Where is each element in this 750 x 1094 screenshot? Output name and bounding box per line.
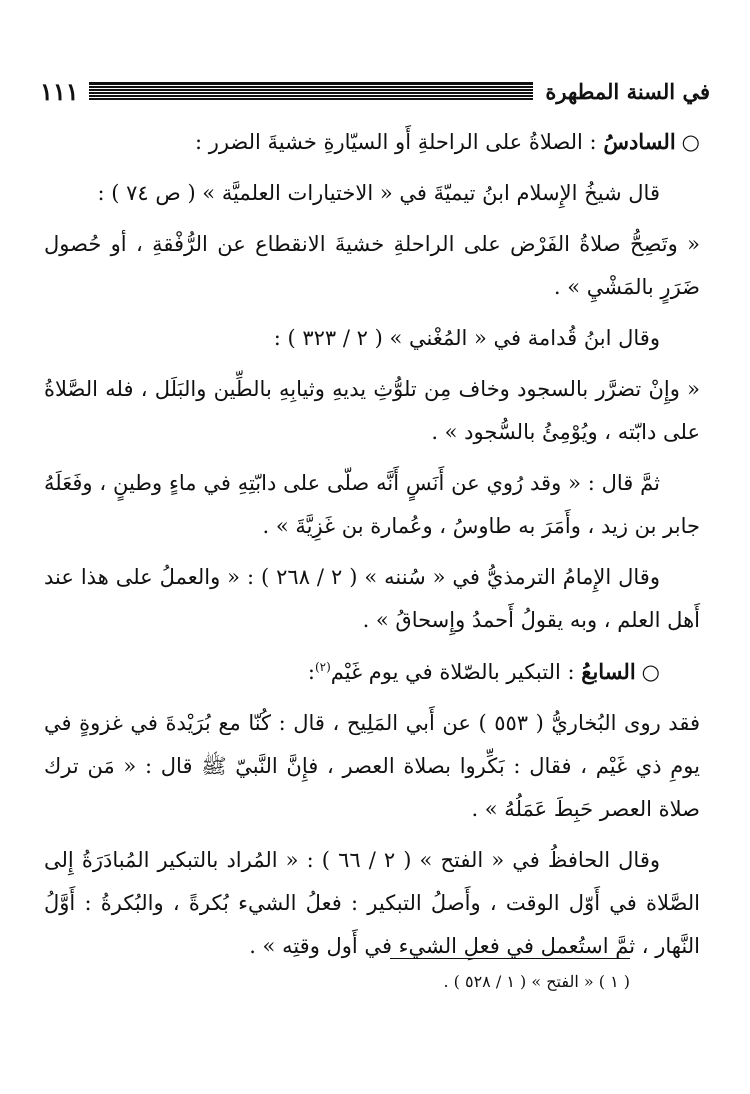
section-name: السابعُ [581,659,636,684]
section-title-text: : التبكير بالصّلاة في يوم غَيْم [330,660,575,684]
paragraph: فقد روى البُخاريُّ ( ٥٥٣ ) عن أَبي المَلِيح ، قال : كُنّا مع بُرَيْدةَ في غزوةٍ في يومِ ذي غَيْم ، فقال : بَكِّروا بصلاة العصر ، فإِنَّ النَّبيّ ﷺ قال : « مَن ترك صلاة العصر حَبِطَ عَمَلُهُ » . [44,711,700,821]
section-title-end: : [307,660,315,684]
circle-bullet-icon: ○ [681,129,700,154]
paragraph: وقال ابنُ قُدامة في « المُغْني » ( ٢ / ٣٢٣ ) : [273,326,660,350]
footnote: ( ١ ) « الفتح » ( ١ / ٥٢٨ ) . [443,972,630,991]
running-title: في السنة المطهرة [545,78,710,104]
circle-bullet-icon: ○ [641,659,660,684]
quote-paragraph: « وتَصِحُّ صلاةُ الفَرْض على الراحلةِ خشيةَ الانقطاع عن الرُّفْقةِ ، أو حُصول ضَرَرٍ بالمَشْيِ » . [44,232,700,299]
quote-paragraph: « وإِنْ تضرَّر بالسجود وخاف مِن تلوُّثِ يديهِ وثيابِهِ بالطِّين والبَلَل ، فله الصَّلاةُ على دابّته ، ويُوْمِئُ بالسُّجود » . [44,377,700,444]
paragraph: ثمَّ قال : « وقد رُوي عن أَنَسٍ أَنَّه صلّى على دابّتِهِ في ماءٍ وطينٍ ، وفَعَلَهُ جابر بن زيد ، وأَمَرَ به طاوسُ ، وعُمارة بن غَزِيَّةَ » . [44,471,700,538]
page-header [40,74,710,108]
section-name: السادسُ [603,129,676,154]
section-title-text: : الصلاةُ على الراحلةِ أَو السيّارةِ خشيةَ الضرر : [194,130,597,154]
paragraph: قال شيخُ الإِسلام ابنُ تيميّةَ في « الاختيارات العلميَّة » ( ص ٧٤ ) : [97,181,660,205]
page-body [44,120,700,976]
paragraph: وقال الإِمامُ الترمذيُّ في « سُننه » ( ٢ / ٢٦٨ ) : « والعملُ على هذا عند أَهل العلم ، وبه يقولُ أَحمدُ وإِسحاقُ » . [44,565,700,632]
footnote-reference: (٢) [314,660,331,674]
footnote-rule [390,958,630,959]
section-heading-seventh [44,650,700,694]
page-number: ١١١ [40,76,79,106]
section-heading-sixth [44,120,700,164]
header-rule [89,82,534,100]
paragraph: وقال الحافظُ في « الفتح » ( ٢ / ٦٦ ) : « المُراد بالتبكير المُبادَرَةُ إِلى الصَّلاة في أَوّل الوقت ، وأَصلُ التبكير : فعلُ الشيء بُكرةً ، والبُكرةُ : أَوَّلُ النَّهار ، ثمَّ استُعمل في فعلِ الشيء في أَول وقتِه » . [44,848,700,958]
